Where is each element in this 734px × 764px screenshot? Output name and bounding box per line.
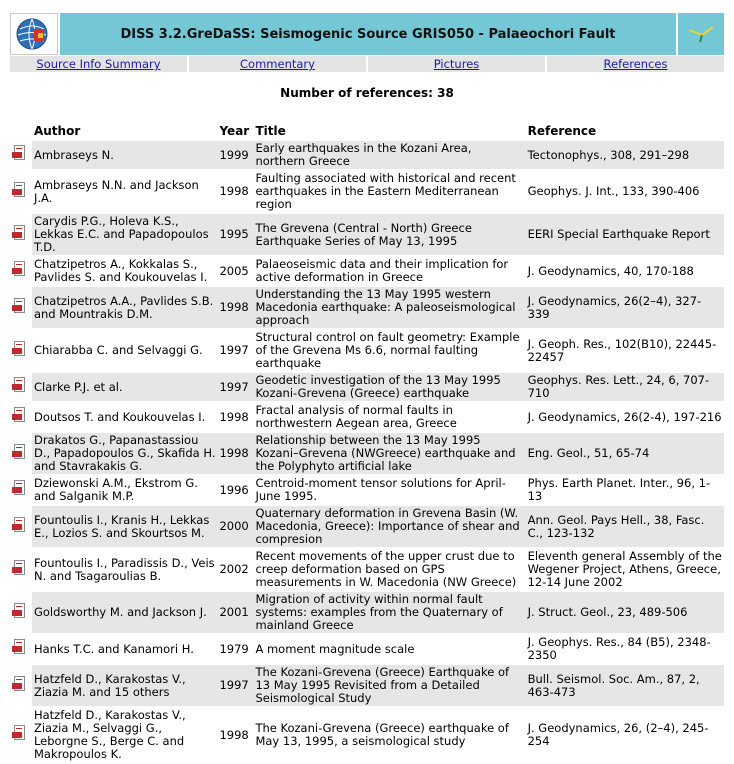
reference-column-header: Reference: [527, 123, 597, 138]
table-row: [10, 592, 724, 633]
year-column-header: Year: [219, 123, 250, 138]
pdf-icon-cell: [10, 433, 32, 474]
nav-commentary[interactable]: Commentary: [189, 56, 366, 72]
title-cell: Fractal analysis of normal faults in northwestern Aegean area, Greece: [253, 403, 525, 431]
title-cell: Migration of activity within normal fault systems: examples from the Quaternary of mainland Greece: [253, 592, 525, 633]
year-cell: 1998: [217, 433, 253, 474]
year-cell: 1997: [217, 330, 253, 371]
title-cell: Centroid-moment tensor solutions for April-June 1995.: [253, 476, 525, 504]
reference-cell: Ann. Geol. Pays Hell., 38, Fasc. C., 123-132: [526, 506, 724, 547]
pdf-icon-cell: [10, 171, 32, 212]
year-cell: 2002: [217, 549, 253, 590]
nav-pictures[interactable]: Pictures: [368, 56, 545, 72]
pdf-icon[interactable]: [12, 225, 26, 242]
reference-cell: Phys. Earth Planet. Inter., 96, 1-13: [526, 476, 724, 504]
title-column-header: Title: [255, 123, 286, 138]
pdf-icon-cell: [10, 141, 32, 169]
table-row: [10, 708, 724, 762]
pdf-icon[interactable]: [12, 676, 26, 693]
reference-cell: Geophys. Res. Lett., 24, 6, 707-710: [526, 373, 724, 401]
pdf-icon-cell: [10, 635, 32, 663]
table-row: [10, 635, 724, 663]
globe-logo-icon[interactable]: [10, 13, 58, 55]
table-row: [10, 373, 724, 401]
title-cell: Understanding the 13 May 1995 western Macedonia earthquake: A paleoseismological approach: [253, 287, 525, 328]
pdf-icon[interactable]: [12, 407, 26, 424]
pdf-icon-cell: [10, 506, 32, 547]
bird-logo-icon[interactable]: [678, 13, 724, 55]
pdf-icon[interactable]: [12, 725, 26, 742]
table-row: [10, 214, 724, 255]
table-row: [10, 141, 724, 169]
pdf-icon[interactable]: [12, 145, 26, 162]
table-row: [10, 506, 724, 547]
title-cell: Recent movements of the upper crust due to creep deformation based on GPS measurements in W. Macedonia (NW Greece): [253, 549, 525, 590]
pdf-icon-cell: [10, 257, 32, 285]
table-header-row: [10, 123, 724, 139]
pdf-icon[interactable]: [12, 560, 26, 577]
table-row: [10, 665, 724, 706]
title-cell: The Grevena (Central - North) Greece Earthquake Series of May 13, 1995: [253, 214, 525, 255]
title-cell: Early earthquakes in the Kozani Area, northern Greece: [253, 141, 525, 169]
author-cell: Hanks T.C. and Kanamori H.: [32, 635, 218, 663]
author-cell: Fountoulis I., Kranis H., Lekkas E., Lozios S. and Skourtsos M.: [32, 506, 218, 547]
title-cell: Relationship between the 13 May 1995 Kozani–Grevena (NWGreece) earthquake and the Polyphyto artificial lake: [253, 433, 525, 474]
table-row: [10, 287, 724, 328]
pdf-icon[interactable]: [12, 261, 26, 278]
author-column-header: Author: [33, 123, 81, 138]
pdf-icon[interactable]: [12, 480, 26, 497]
year-cell: 1997: [217, 665, 253, 706]
reference-cell: J. Geodynamics, 26, (2–4), 245-254: [526, 708, 724, 762]
reference-cell: Eng. Geol., 51, 65-74: [526, 433, 724, 474]
author-cell: Ambraseys N.N. and Jackson J.A.: [32, 171, 218, 212]
pdf-icon-cell: [10, 476, 32, 504]
pdf-icon[interactable]: [12, 517, 26, 534]
year-cell: 1998: [217, 171, 253, 212]
reference-cell: J. Geodynamics, 40, 170-188: [526, 257, 724, 285]
table-row: [10, 403, 724, 431]
year-cell: 1998: [217, 403, 253, 431]
pdf-icon-cell: [10, 549, 32, 590]
pdf-icon-cell: [10, 403, 32, 431]
author-cell: Carydis P.G., Holeva K.S., Lekkas E.C. and Papadopoulos T.D.: [32, 214, 218, 255]
title-cell: A moment magnitude scale: [253, 635, 525, 663]
reference-cell: J. Geoph. Res., 102(B10), 22445-22457: [526, 330, 724, 371]
author-cell: Doutsos T. and Koukouvelas I.: [32, 403, 218, 431]
title-cell: Faulting associated with historical and recent earthquakes in the Eastern Mediterranean region: [253, 171, 525, 212]
pdf-icon[interactable]: [12, 639, 26, 656]
reference-cell: J. Struct. Geol., 23, 489-506: [526, 592, 724, 633]
year-cell: 1998: [217, 708, 253, 762]
pdf-icon[interactable]: [12, 444, 26, 461]
nav-bar: [10, 56, 724, 72]
pdf-icon-cell: [10, 373, 32, 401]
author-cell: Chatzipetros A.A., Pavlides S.B. and Mountrakis D.M.: [32, 287, 218, 328]
title-cell: Palaeoseismic data and their implication for active deformation in Greece: [253, 257, 525, 285]
reference-cell: EERI Special Earthquake Report: [526, 214, 724, 255]
pdf-icon-cell: [10, 287, 32, 328]
author-cell: Fountoulis I., Paradissis D., Veis N. and Tsagaroulias B.: [32, 549, 218, 590]
page-title: DISS 3.2.GreDaSS: Seismogenic Source GRIS050 - Palaeochori Fault: [60, 13, 676, 55]
year-cell: 1998: [217, 287, 253, 328]
title-cell: The Kozani-Grevena (Greece) Earthquake of 13 May 1995 Revisited from a Detailed Seismological Study: [253, 665, 525, 706]
year-cell: 1996: [217, 476, 253, 504]
pdf-icon[interactable]: [12, 298, 26, 315]
reference-cell: J. Geophys. Res., 84 (B5), 2348-2350: [526, 635, 724, 663]
pdf-icon-cell: [10, 665, 32, 706]
reference-cell: Bull. Seismol. Soc. Am., 87, 2, 463-473: [526, 665, 724, 706]
page-header: [10, 13, 724, 55]
year-cell: 2001: [217, 592, 253, 633]
nav-references[interactable]: References: [547, 56, 724, 72]
references-table: [10, 121, 724, 764]
table-row: [10, 476, 724, 504]
reference-cell: Eleventh general Assembly of the Wegener Project, Athens, Greece, 12-14 June 2002: [526, 549, 724, 590]
pdf-icon-cell: [10, 330, 32, 371]
pdf-icon[interactable]: [12, 377, 26, 394]
pdf-icon-cell: [10, 592, 32, 633]
table-row: [10, 433, 724, 474]
reference-cell: J. Geodynamics, 26(2–4), 327-339: [526, 287, 724, 328]
author-cell: Goldsworthy M. and Jackson J.: [32, 592, 218, 633]
year-cell: 2000: [217, 506, 253, 547]
author-cell: Dziewonski A.M., Ekstrom G. and Salganik M.P.: [32, 476, 218, 504]
title-cell: Quaternary deformation in Grevena Basin (W. Macedonia, Greece): Importance of shear and compresion: [253, 506, 525, 547]
table-row: [10, 549, 724, 590]
icon-column-header: [10, 123, 32, 139]
table-row: [10, 171, 724, 212]
year-cell: 1979: [217, 635, 253, 663]
pdf-icon[interactable]: [12, 603, 26, 620]
year-cell: 2005: [217, 257, 253, 285]
reference-cell: Tectonophys., 308, 291–298: [526, 141, 724, 169]
pdf-icon[interactable]: [12, 182, 26, 199]
title-cell: The Kozani-Grevena (Greece) earthquake of May 13, 1995, a seismological study: [253, 708, 525, 762]
author-cell: Ambraseys N.: [32, 141, 218, 169]
year-cell: 1997: [217, 373, 253, 401]
pdf-icon-cell: [10, 214, 32, 255]
author-cell: Hatzfeld D., Karakostas V., Ziazia M. and 15 others: [32, 665, 218, 706]
title-cell: Geodetic investigation of the 13 May 1995 Kozani-Grevena (Greece) earthquake: [253, 373, 525, 401]
title-cell: Structural control on fault geometry: Example of the Grevena Ms 6.6, normal faulting earthquake: [253, 330, 525, 371]
author-cell: Drakatos G., Papanastassiou D., Papadopoulos G., Skafida H. and Stavrakakis G.: [33, 433, 216, 473]
author-cell: Hatzfeld D., Karakostas V., Ziazia M., Selvaggi G., Leborgne S., Berge C. and Makropoulos K.: [32, 708, 218, 762]
table-row: [10, 257, 724, 285]
reference-cell: Geophys. J. Int., 133, 390-406: [526, 171, 724, 212]
pdf-icon-cell: [10, 708, 32, 762]
nav-source-info-summary[interactable]: Source Info Summary: [10, 56, 187, 72]
reference-count: Number of references: 38: [280, 86, 454, 100]
author-cell: Chiarabba C. and Selvaggi G.: [32, 330, 218, 371]
author-cell: Clarke P.J. et al.: [32, 373, 218, 401]
reference-cell: J. Geodynamics, 26(2-4), 197-216: [526, 403, 724, 431]
pdf-icon[interactable]: [12, 341, 26, 358]
author-cell: Chatzipetros A., Kokkalas S., Pavlides S. and Koukouvelas I.: [32, 257, 218, 285]
year-cell: 1995: [217, 214, 253, 255]
year-cell: 1999: [217, 141, 253, 169]
table-row: [10, 330, 724, 371]
